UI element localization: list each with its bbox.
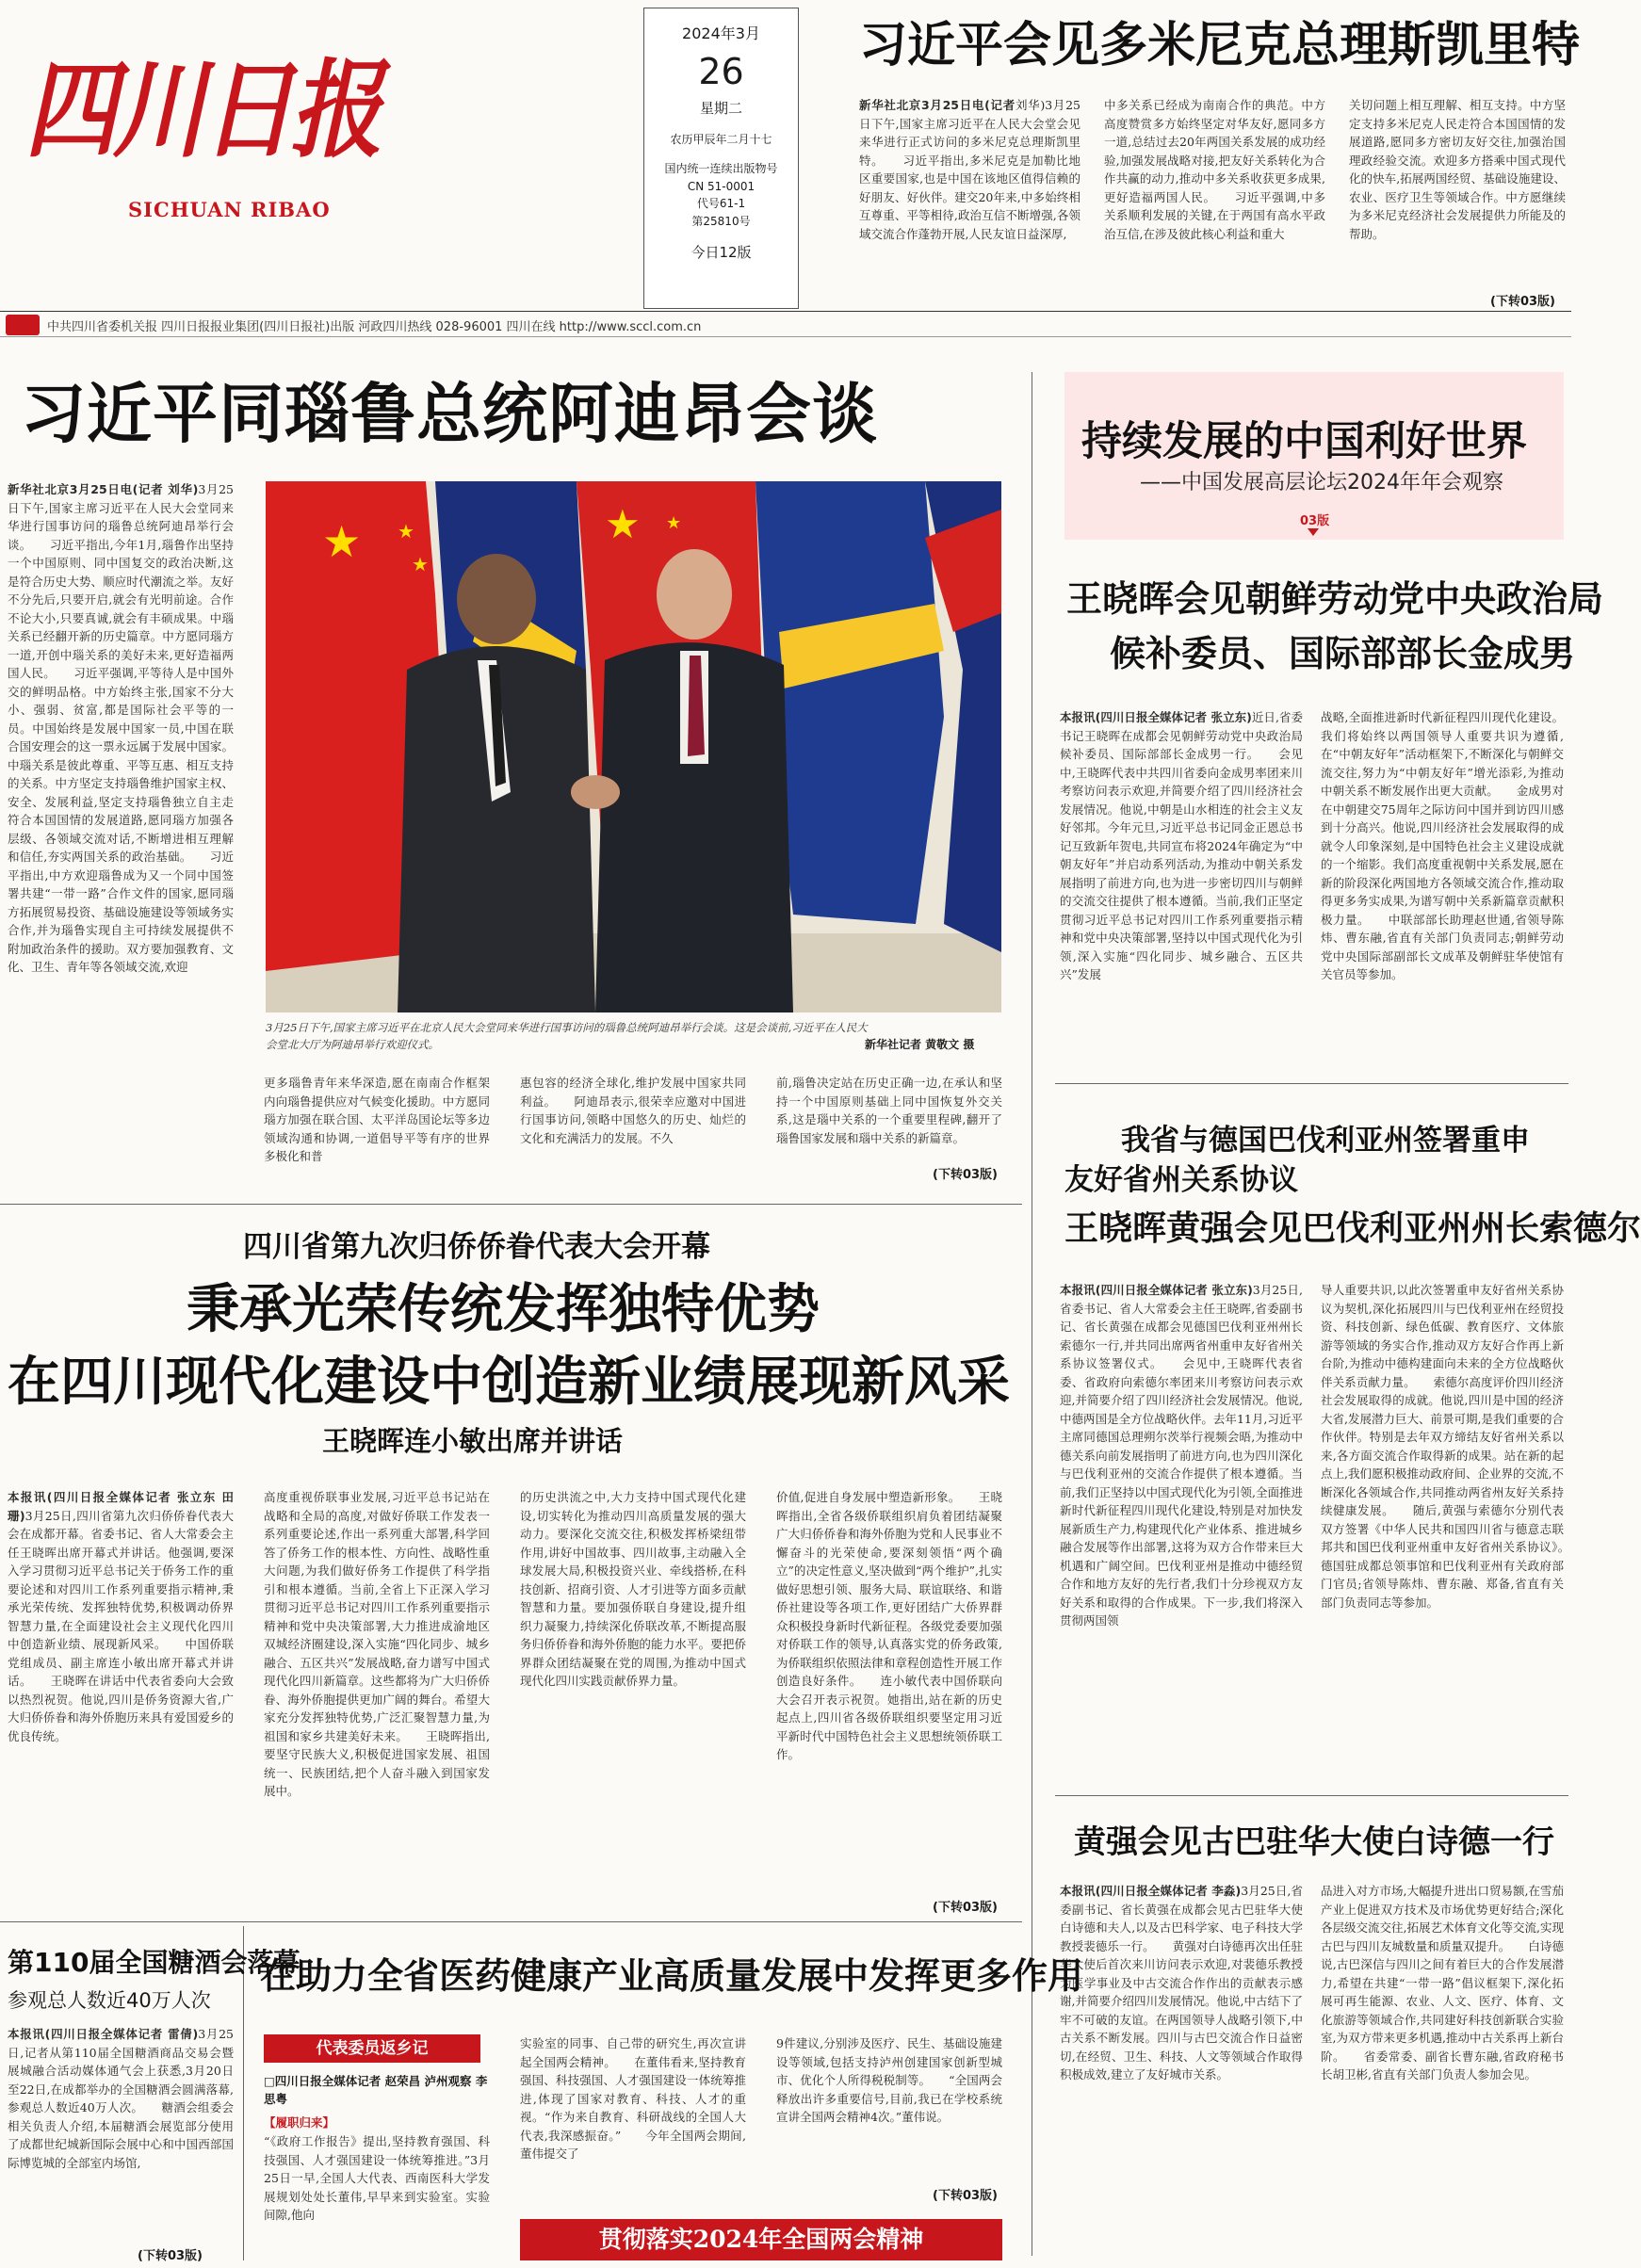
- cuba-headline: 黄强会见古巴驻华大使白诗德一行: [1074, 1823, 1554, 1861]
- top-story-col1: 新华社北京3月25日电(记者刘华)3月25日下午,国家主席习近平在人民大会堂会见来华进行正式访问的多米尼克总理斯凯里特。 习近平指出,多米尼克是加勒比地区重要国家,也是中国在该地区值得信赖的好朋友、好伙伴。建交20年来,中多始终相互尊重、平等相待,政治互信不断增强,各领域交流合作蓬勃开展,人民友谊日益深厚,: [859, 98, 1080, 241]
- bavaria-headline-3: 王晓晖黄强会见巴伐利亚州州长索德尔: [1064, 1209, 1641, 1248]
- masthead-strip: [0, 311, 1571, 337]
- candy-body: 本报讯(四川日报全媒体记者 雷倩)3月25日,记者从第110届全国糖酒商品交易会暨展城融合活动媒体通气会上获悉,3月20日至22日,在成都举办的全国糖酒会圆满落幕,参观总人数近40万人次。 糖酒会组委会相关负责人介绍,本届糖酒会展览部分使用了成都世纪城新国际会展中心和中国西部国际博览城的全部室内场馆,: [8, 2027, 235, 2170]
- bavaria-col2: 导人重要共识,以此次签署重申友好省州关系协议为契机,深化拓展四川与巴伐利亚州在经贸投资、科技创新、绿色低碳、教育医疗、文体旅游等领域的务实合作,推动双方友好合作再上新台阶,为推动中德构建面向未来的全方位战略伙伴关系贡献力量。 索德尔高度评价四川经济社会发展取得的成就。他说,四川是中国的经济大省,发展潜力巨大、前景可期,是我们重要的合作伙伴。特别是去年双方缔结友好省州关系以来,各方面交流合作取得新的成果。站在新的起点上,我们愿积极推动政府间、企业界的交流,不断深化各领域合作,共同推动两省州友好关系持续健康发展。 随后,黄强与索德尔分别代表双方签署《中华人民共和国四川省与德意志联邦共和国巴伐利亚州重申友好省州关系协议》。 德国驻成都总领事馆和巴伐利亚州有关政府部门官员;省领导陈炜、曹东融、郑备,省直有关部门负责同志等参加。: [1321, 1283, 1588, 1610]
- right-banner[interactable]: [1064, 372, 1564, 540]
- section-divider: [0, 1921, 1022, 1922]
- top-story-col3: 关切问题上相互理解、相互支持。中方坚定支持多米尼克人民走符合本国国情的发展道路,愿同多方密切友好交往,加强治国理政经验交流。欢迎多方搭乘中国式现代化的快车,拓展两国经贸、基础设施建设、农业、医疗卫生等领域合作。中方愿继续为多米尼克经济社会发展提供力所能及的帮助。: [1349, 98, 1566, 241]
- health-headline: 在助力全省医药健康产业高质量发展中发挥更多作用: [260, 1955, 1084, 1997]
- candy-continue: (下转03版): [138, 2249, 203, 2263]
- health-tag: 【履职归来】: [264, 2115, 335, 2130]
- issn-label: 国内统一连续出版物号: [664, 162, 778, 175]
- svg-text:★: ★: [322, 516, 362, 567]
- top-story-continue: (下转03版): [1490, 295, 1555, 309]
- overseas-continue: (下转03版): [933, 1901, 998, 1915]
- overseas-col2: 高度重视侨联事业发展,习近平总书记站在战略和全局的高度,对做好侨联工作发表一系列重要论述,作出一系列重大部署,科学回答了侨务工作的根本性、方向性、战略性重大问题,为我们做好侨务工作提供了科学指引和根本遵循。当前,全省上下正深入学习贯彻习近平总书记对四川工作系列重要指示精神和党中央决策部署,大力推进成渝地区双城经济圈建设,深入实施“四化同步、城乡融合、五区共兴”发展战略,奋力谱写中国式现代化四川新篇章。这些都将为广大归侨侨眷、海外侨胞提供更加广阔的舞台。希望大家充分发挥独特优势,广泛汇聚智慧力量,为祖国和家乡共建美好未来。 王晓晖指出,要坚守民族大义,积极促进国家发展、祖国统一、民族团结,把个人奋斗融入到国家发展中。: [264, 1490, 490, 1798]
- publisher-info: 中共四川省委机关报 四川日报报业集团(四川日报社)出版 河政四川热线 028-96001 四川在线 http://www.sccl.com.cn: [47, 320, 702, 334]
- masthead-logo: [24, 26, 411, 252]
- overseas-subhead: 王晓晖连小敏出席并讲话: [322, 1425, 624, 1457]
- overseas-col3: 的历史洪流之中,大力支持中国式现代化建设,切实转化为推动四川高质量发展的强大动力。要深化交流交往,积极发挥桥梁纽带作用,讲好中国故事、四川故事,主动融入全球发展大局,积极投资兴业、牵线搭桥,在科技创新、招商引资、人才引进等方面多贡献智慧和力量。要加强侨联自身建设,提升组织力凝聚力,持续深化侨联改革,不断提高服务归侨侨眷和海外侨胞的能力水平。要把侨界群众团结凝聚在党的周围,为推动中国式现代化四川实践贡献侨界力量。: [520, 1490, 746, 1688]
- bottom-banner-text: 贯彻落实2024年全国两会精神: [598, 2226, 924, 2253]
- top-story-col2: 中多关系已经成为南南合作的典范。中方高度赞赏多方始终坚定对华友好,愿同多方一道,总结过去20年两国关系发展的成功经验,加强发展战略对接,把友好关系转化为合作共赢的动力,推动中多关系收获更多成果,更好造福两国人民。 习近平强调,中多关系顺利发展的关键,在于两国有高水平政治互信,在涉及彼此核心利益和重大: [1104, 98, 1325, 241]
- banner-page-ref: 03版: [1300, 514, 1330, 528]
- bottom-banner[interactable]: [520, 2219, 1002, 2260]
- date-lunar: 农历甲辰年二月十七: [670, 133, 772, 146]
- candy-headline: 第110届全国糖酒会落幕: [8, 1947, 301, 1978]
- lead-byline: 新华社北京3月25日电(记者 刘华): [8, 482, 199, 496]
- top-story-headline: 习近平会见多米尼克总理斯凯里特: [859, 18, 1581, 73]
- overseas-kicker: 四川省第九次归侨侨眷代表大会开幕: [243, 1230, 710, 1264]
- lead-photo: [266, 481, 1001, 1012]
- date-day: 26: [698, 51, 744, 92]
- lead-col3: 惠包容的经济全球化,维护发展中国家共同利益。 阿迪昂表示,很荣幸应邀对中国进行国事访问,领略中国悠久的历史、灿烂的文化和充满活力的发展。不久: [520, 1076, 746, 1145]
- overseas-col4: 价值,促进自身发展中塑造新形象。 王晓晖指出,全省各级侨联组织肩负着团结凝聚广大归侨侨眷和海外侨胞为党和人民事业不懈奋斗的光荣使命,要深刻领悟“两个确立”的决定性意义,坚决做到“两个维护”,扎实做好思想引领、服务大局、联谊联络、和谐侨社建设等各项工作,更好团结广大侨界群众积极投身新时代新征程。各级党委要加强对侨联工作的领导,认真落实党的侨务政策,为侨联组织依照法律和章程创造性开展工作创造良好条件。 连小敏代表中国侨联向大会召开表示祝贺。她指出,站在新的历史起点上,四川省各级侨联组织要坚定用习近平新时代中国特色社会主义思想统领侨联工作。: [776, 1490, 1002, 1761]
- page-count: 今日12版: [691, 244, 752, 261]
- svg-text:★: ★: [605, 501, 641, 547]
- overseas-byline: 本报讯(四川日报全媒体记者 张立东 田珊): [8, 1490, 234, 1523]
- candy-byline: 本报讯(四川日报全媒体记者 雷倩): [8, 2027, 199, 2041]
- health-byline: □四川日报全媒体记者 赵荣昌 泸州观察 李思粤: [264, 2074, 488, 2106]
- health-col1: “《政府工作报告》提出,坚持教育强国、科技强国、人才强国建设一体统筹推进。”3月25日一早,全国人大代表、西南医科大学发展规划处处长董伟,早早来到实验室。实验间隙,他向: [264, 2134, 490, 2222]
- bavaria-headline-1: 我省与德国巴伐利亚州签署重申: [1121, 1124, 1530, 1158]
- bavaria-byline: 本报讯(四川日报全媒体记者 张立东): [1060, 1283, 1253, 1297]
- publisher-icon: [6, 315, 40, 335]
- dprk-headline-1: 王晓晖会见朝鲜劳动党中央政治局: [1066, 578, 1604, 620]
- lead-photo-caption: 3月25日下午,国家主席习近平在北京人民大会堂同来华进行国事访问的瑙鲁总统阿迪昂举行会谈。这是会谈前,习近平在人民大会堂北大厅为阿迪昂举行欢迎仪式。: [266, 1021, 868, 1051]
- dprk-headline-2: 候补委员、国际部部长金成男: [1110, 633, 1576, 674]
- newspaper-logo: 四川日报: [24, 48, 380, 173]
- lead-col4: 前,瑙鲁决定站在历史正确一边,在承认和坚持一个中国原则基础上同中国恢复外交关系,这是瑙中关系的一个重要里程碑,翻开了瑙鲁国家发展和瑙中关系的新篇章。: [776, 1076, 1002, 1145]
- date-month: 2024年3月: [682, 24, 760, 42]
- lead-col2: 更多瑙鲁青年来华深造,愿在南南合作框架内向瑙鲁提供应对气候变化援助。中方愿同瑙方加强在联合国、太平洋岛国论坛等多边领域沟通和协调,一道倡导平等有序的世界多极化和普: [264, 1076, 490, 1163]
- dprk-col2: 战略,全面推进新时代新征程四川现代化建设。我们将始终以两国领导人重要共识为遵循,在“中朝友好年”活动框架下,不断深化与朝鲜交流交往,努力为“中朝友好年”增光添彩,为推动中朝关系不断发展作出更大贡献。 金成男对在中朝建交75周年之际访问中国并到访四川感到十分高兴。他说,四川经济社会发展取得的成就令人印象深刻,是中国特色社会主义建设成就的一个缩影。我们高度重视朝中关系发展,愿在新的阶段深化两国地方各领域交流合作,推动取得更多务实成果,为谱写朝中关系新篇章贡献积极力量。 中联部部长助理赵世通,省领导陈炜、曹东融,省直有关部门负责同志;朝鲜劳动党中央国际部副部长文成革及朝鲜驻华使馆有关官员等参加。: [1321, 710, 1564, 981]
- issue-number: 第25810号: [691, 215, 751, 228]
- svg-text:★: ★: [412, 553, 429, 575]
- lead-col1: 新华社北京3月25日电(记者 刘华)3月25日下午,国家主席习近平在人民大会堂同来华进行国事访问的瑙鲁总统阿迪昂举行会谈。 习近平指出,今年1月,瑙鲁作出坚持一个中国原则、同中国复交的政治决断,这是符合历史大势、顺应时代潮流之举。友好不分先后,只要开启,就会有光明前途。合作不论大小,只要真诚,就会有丰硕成果。中瑙关系已经翻开新的历史篇章。中方愿同瑙方一道,开创中瑙关系的美好未来,更好造福两国人民。 习近平强调,平等待人是中国外交的鲜明品格。中方始终主张,国家不分大小、强弱、贫富,都是国际社会平等的一员。中国始终是发展中国家一员,中国在联合国安理会的这一票永远属于发展中国家。中瑙关系是彼此尊重、平等互惠、相互支持的关系。中方坚定支持瑙鲁维护国家主权、安全、发展利益,坚定支持瑙鲁独立自主走符合本国国情的发展道路,愿同瑙方加强各层级、各领域交流对话,不断增进相互理解和信任,夯实两国关系的政治基础。 习近平指出,中方欢迎瑙鲁成为又一个同中国签署共建“一带一路”合作文件的国家,愿同瑙方拓展贸易投资、基础设施建设等领域务实合作,并为瑙鲁实现自主可持续发展提供不附加政治条件的援助。双方要加强教育、文化、卫生、青年等各领域交流,欢迎: [8, 482, 235, 974]
- cuba-col1: 本报讯(四川日报全媒体记者 李淼)3月25日,省委副书记、省长黄强在成都会见古巴驻华大使白诗德和夫人,以及古巴科学家、电子科技大学教授裴德乐一行。 黄强对白诗德再次出任驻华大使后首次来川访问表示欢迎,对裴德乐教授为医学事业及中古交流合作作出的贡献表示感谢,并简要介绍四川发展情况。他说,中古结下了牢不可破的友谊。在两国领导人战略引领下,中古关系不断发展。四川与古巴交流合作日益密切,在经贸、卫生、科技、人文等领域合作取得积极成效,建立了友好城市关系。: [1060, 1884, 1303, 2082]
- banner-subtitle: ——中国发展高层论坛2024年年会观察: [1140, 471, 1503, 494]
- health-col3: 9件建议,分别涉及医疗、民生、基础设施建设等领域,包括支持泸州创建国家创新型城市、优化个人所得税税制等。 “全国两会释放出许多重要信号,目前,我已在学校系统宣讲全国两会精神4次。”董伟说。: [776, 2036, 1002, 2124]
- lead-photo-credit: 新华社记者 黄敬文 摄: [865, 1038, 975, 1051]
- health-label: 代表委员返乡记: [264, 2034, 480, 2063]
- overseas-headline-1: 秉承光荣传统发挥独特优势: [187, 1279, 820, 1340]
- date-weekday: 星期二: [699, 100, 742, 117]
- candy-subhead: 参观总人数近40万人次: [8, 1989, 211, 2012]
- date-box: [643, 8, 799, 309]
- cuba-byline: 本报讯(四川日报全媒体记者 李淼): [1060, 1884, 1242, 1898]
- overseas-col1: 本报讯(四川日报全媒体记者 张立东 田珊)3月25日,四川省第九次归侨侨眷代表大会在成都开幕。省委书记、省人大常委会主任王晓晖出席开幕式并讲话。他强调,要深入学习贯彻习近平总书记关于侨务工作的重要论述和对四川工作系列重要指示精神,秉承光荣传统、发挥独特优势,积极调动侨界智慧力量,在全面建设社会主义现代化四川中创造新业绩、展现新风采。 中国侨联党组成员、副主席连小敏出席开幕式并讲话。 王晓晖在讲话中代表省委向大会致以热烈祝贺。他说,四川是侨务资源大省,广大归侨侨眷和海外侨胞历来具有爱国爱乡的优良传统。: [8, 1490, 234, 1743]
- section-divider: [1055, 1795, 1568, 1796]
- cuba-col2: 品进入对方市场,大幅提升进出口贸易额,在雪茄产业上促进双方技术及市场优势更好结合;深化各层级交流交往,拓展艺术体育文化等交流,实现古巴与四川友城数量和质量双提升。 白诗德说,古巴深信与四川之间有着巨大的合作发展潜力,希望在共建“一带一路”倡议框架下,深化拓展可再生能源、农业、人文、医疗、体育、文化旅游等领域合作,共同建好科技创新联合实验室,为双方带来更多机遇,推动中古关系再上新台阶。 省委常委、副省长曹东融,省政府秘书长胡卫彬,省直有关部门负责人参加会见。: [1321, 1884, 1564, 2082]
- section-divider: [0, 1204, 1022, 1205]
- top-story-byline: 新华社北京3月25日电(记者: [859, 98, 1015, 112]
- overseas-headline-2: 在四川现代化建设中创造新业绩展现新风采: [8, 1352, 1010, 1413]
- postal-code: 代号61-1: [696, 197, 746, 210]
- health-col2: 实验室的同事、自己带的研究生,再次宣讲起全国两会精神。 在董伟看来,坚持教育强国、科技强国、人才强国建设一体统筹推进,体现了国家对教育、科技、人才的重视。“作为来自教育、科研战线的全国人大代表,我深感振奋。” 今年全国两会期间,董伟提交了: [520, 2036, 746, 2161]
- banner-pointer-icon: [1308, 528, 1319, 536]
- svg-text:★: ★: [666, 513, 682, 533]
- bavaria-headline-2: 友好省州关系协议: [1064, 1163, 1298, 1197]
- dprk-byline: 本报讯(四川日报全媒体记者 张立东): [1060, 710, 1252, 724]
- svg-text:★: ★: [398, 520, 414, 543]
- cn-number: CN 51-0001: [687, 180, 756, 193]
- bavaria-col1: 本报讯(四川日报全媒体记者 张立东)3月25日,省委书记、省人大常委会主任王晓晖,省委副书记、省长黄强在成都会见德国巴伐利亚州州长索德尔一行,并共同出席两省州重申友好省州关系协议签署仪式。 会见中,王晓晖代表省委、省政府向索德尔率团来川考察访问表示欢迎,并简要介绍了四川经济社会发展情况。他说,中德两国是全方位战略伙伴。去年11月,习近平主席同德国总理朔尔茨举行视频会晤,为推动中德关系向前发展指明了前进方向,也为四川深化与巴伐利亚州的交流合作提供了根本遵循。当前,我们正坚持以中国式现代化为引领,全面推进新时代新征程四川现代化建设,特别是对加快发展新质生产力,构建现代化产业体系、推进城乡融合发展等作出部署,这将为双方合作带来巨大机遇和广阔空间。巴伐利亚州是推动中德经贸合作和地方友好的先行者,我们十分珍视双方友好关系和取得的合作成果。下一步,我们将深入贯彻两国领: [1060, 1283, 1303, 1628]
- newspaper-logo-english: SICHUAN RIBAO: [128, 198, 331, 221]
- banner-title: 持续发展的中国利好世界: [1081, 418, 1527, 465]
- lead-headline: 习近平同瑙鲁总统阿迪昂会谈: [21, 377, 878, 452]
- health-continue: (下转03版): [933, 2189, 998, 2203]
- dprk-col1: 本报讯(四川日报全媒体记者 张立东)近日,省委书记王晓晖在成都会见朝鲜劳动党中央政治局候补委员、国际部部长金成男一行。 会见中,王晓晖代表中共四川省委向金成男率团来川考察访问表示欢迎,并简要介绍了四川经济社会发展情况。他说,中朝是山水相连的社会主义友好邻邦。今年元旦,习近平总书记同金正恩总书记互致新年贺电,共同宣布将2024年确定为“中朝友好年”并启动系列活动,为推动中朝关系发展指明了前进方向,也为进一步密切四川与朝鲜的交流交往提供了根本遵循。当前,我们正坚定贯彻习近平总书记对四川工作系列重要指示精神和党中央决策部署,坚持以中国式现代化为引领,深入实施“四化同步、城乡融合、五区共兴”发展: [1060, 710, 1304, 981]
- lead-continue: (下转03版): [933, 1168, 998, 1182]
- lead-photo-art: [266, 481, 1001, 1012]
